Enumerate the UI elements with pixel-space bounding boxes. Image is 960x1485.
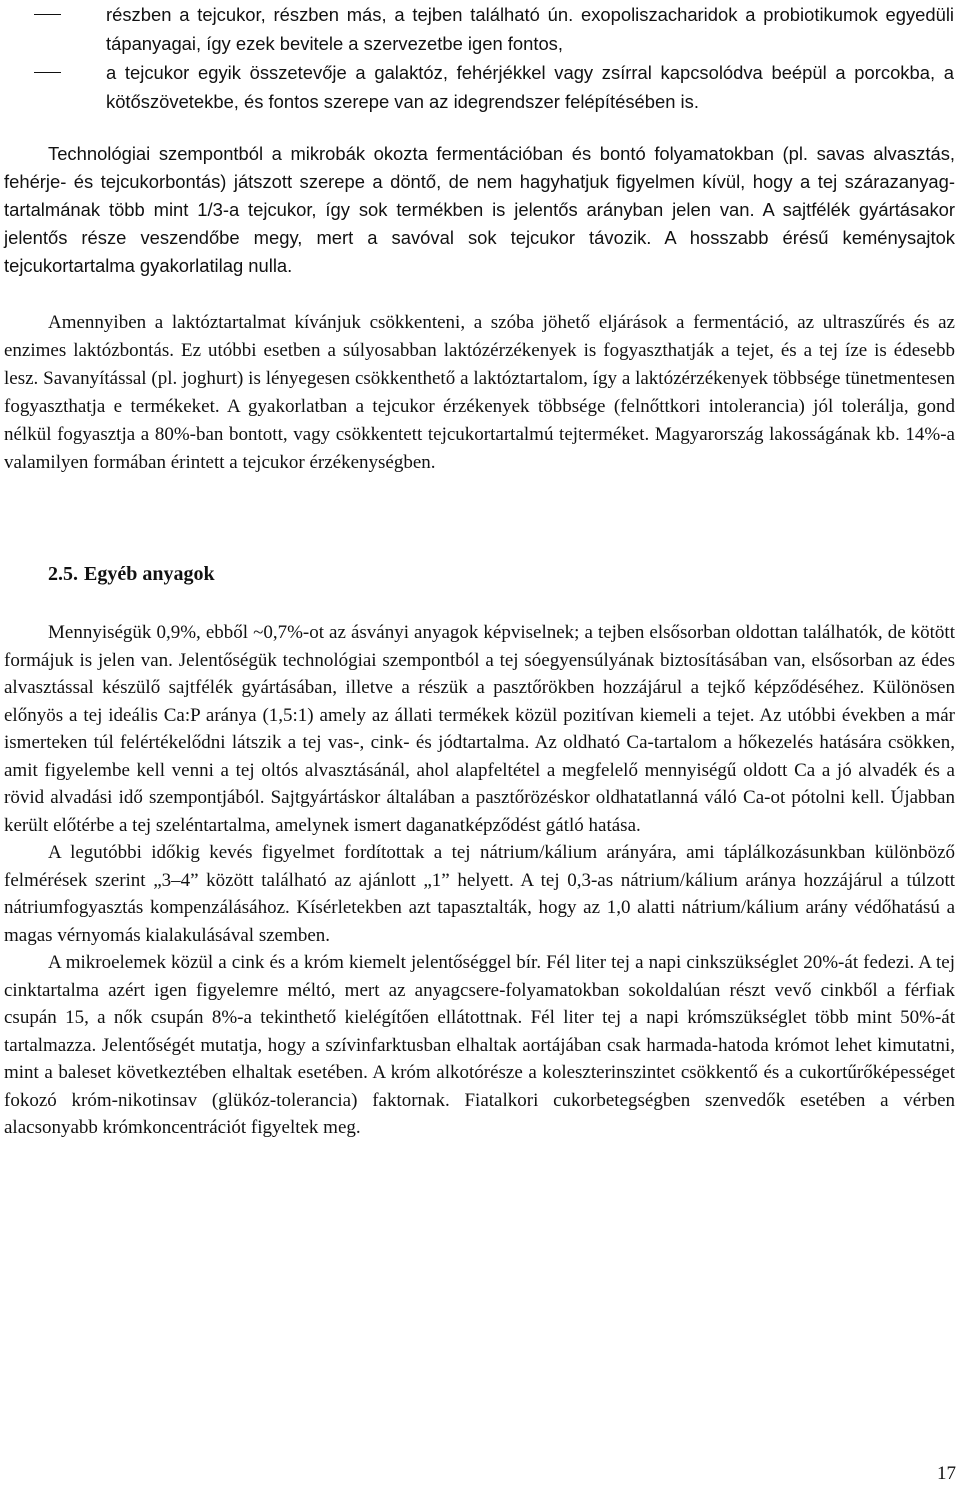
section-paragraph-text: A mikroelemek közül a cink és a króm kiemelt jelentőséggel bír. Fél liter tej a napi cinkszükséglet 20%-át fedezi. A tej cinktartalma azért igen figyelemre méltó, mert az anyagcsere-folyamatokban sokoldalúan részt vevő cinkből a férfiak csupán 15, a nők csupán 8%-a tekinthető kielégítően ellátottnak. Fél liter tej a napi krómszükséglet több mint 50%-át tartalmazza. Jelentőségét mutatja, hogy a szívinfarktusban elhaltak aortájában csak harmada-hatoda krómot lehet kimutatni, mint a baleset következtében elhaltak esetében. A króm alkotórésze a koleszterinszintet csökkentő és a cukortűrőképességet fokozó króm-nikotinsav (glükóz-tolerancia) faktornak. Fiatalkori cukorbetegségben szenvedők esetében a vérben alacsonyabb krómkoncentrációt figyeltek meg. [4, 952, 955, 1138]
section-body [4, 619, 955, 1142]
section-paragraph [4, 619, 955, 839]
page-number: 17 [937, 1463, 956, 1484]
section-heading [48, 563, 215, 586]
dash-bullet-icon [34, 72, 61, 73]
bullet-item [4, 0, 954, 58]
section-paragraph [4, 949, 955, 1142]
bullet-item [4, 58, 954, 116]
paragraph-lactose [4, 309, 955, 478]
paragraph-lactose-text: Amennyiben a laktóztartalmat kívánjuk csökkenteni, a szóba jöhető eljárások a fermentáció, az ultraszűrés és az enzimes laktózbontás. Ez utóbbi esetben a súlyosabban laktózérzékenyek is fogyaszthatják a tejet, és a tej íze is édesebb lesz. Savanyítással (pl. joghurt) is lényegesen csökkenthető a laktóztartalom, így a laktózérzékenyek többsége tünetmentesen fogyaszthatja e termékeket. A gyakorlatban a tejcukor érzékenyek többsége (felnőttkori intolerancia) jól tolerálja, gond nélkül fogyasztja a 80%-ban bontott, vagy csökkentett tejcukortartalmú tejterméket. Magyarország lakosságának kb. 14%-a valamilyen formában érintett a tejcukor érzékenységben. [4, 312, 955, 474]
section-title: Egyéb anyagok [84, 563, 215, 585]
paragraph-technology-text: Technológiai szempontból a mikrobák okozta fermentációban és bontó folyamatokban (pl. savas alvasztás, fehérje- és tejcukorbontás) játszott szerepe a döntő, de nem hagyhatjuk figyelmen kívül, hogy a tej szárazanyag-tartalmának több mint 1/3-a tejcukor, így sok termékben is jelentős arányban jelen van. A sajtfélék gyártásakor jelentős része veszendőbe megy, mert a savóval sok tejcukor távozik. A hosszabb érésű keménysajtok tejcukortartalma gyakorlatilag nulla. [4, 143, 955, 276]
section-number: 2.5. [48, 563, 78, 585]
paragraph-technology [4, 140, 955, 280]
section-paragraph [4, 839, 955, 949]
dash-bullet-icon [34, 14, 61, 15]
bullet-text: a tejcukor egyik összetevője a galaktóz, fehérjékkel vagy zsírral kapcsolódva beépül a porcokba, a kötőszövetekbe, és fontos szerepe van az idegrendszer felépítésében is. [106, 62, 954, 112]
section-paragraph-text: Mennyiségük 0,9%, ebből ~0,7%-ot az ásványi anyagok képviselnek; a tejben elsősorban oldottan találhatók, de kötött formájuk is jelen van. Jelentőségük technológiai szempontból a tej sóegyensúlyának biztosításában van, elsősorban az édes alvasztással készülő sajtfélék gyártásában, illetve a részük a pasztőrökben hozzájárul a tejkő képződéséhez. Különösen előnyös a tej ideális Ca:P aránya (1,5:1) amely az állati termékek közül pozitívan kiemeli a tejet. Az utóbbi években a már ismerteken túl felértékelődni látszik a tej vas-, cink- és jódtartalma. Az oldható Ca-tartalom a hőkezelés hatására csökken, amit figyelembe kell venni a tej oltós alvasztásánál, ahol alapfeltétel a megfelelő mennyiségű oldott Ca a jó alvadék és a rövid alvadási idő szempontjából. Sajtgyártáskor általában a pasztőrözéskor oldhatatlanná váló Ca-ot pótolni kell. Újabban került előtérbe a tej szeléntartalma, amelynek ismert daganatképződést gátló hatása. [4, 622, 955, 836]
bullet-list [4, 0, 954, 116]
bullet-text: részben a tejcukor, részben más, a tejben található ún. exopoliszacharidok a probiotikumok egyedüli tápanyagai, így ezek bevitele a szervezetbe igen fontos, [106, 4, 954, 54]
section-paragraph-text: A legutóbbi időkig kevés figyelmet fordítottak a tej nátrium/kálium arányára, ami táplálkozásunkban különböző felmérések szerint „3–4” között található az ajánlott „1” helyett. A tej 0,3-as nátrium/kálium aránya hozzájárul a túlzott nátriumfogyasztás kompenzálásához. Kísérletekben azt tapasztalták, hogy az 1,0 alatti nátrium/kálium arány védőhatású a magas vérnyomás kialakulásával szemben. [4, 842, 955, 946]
